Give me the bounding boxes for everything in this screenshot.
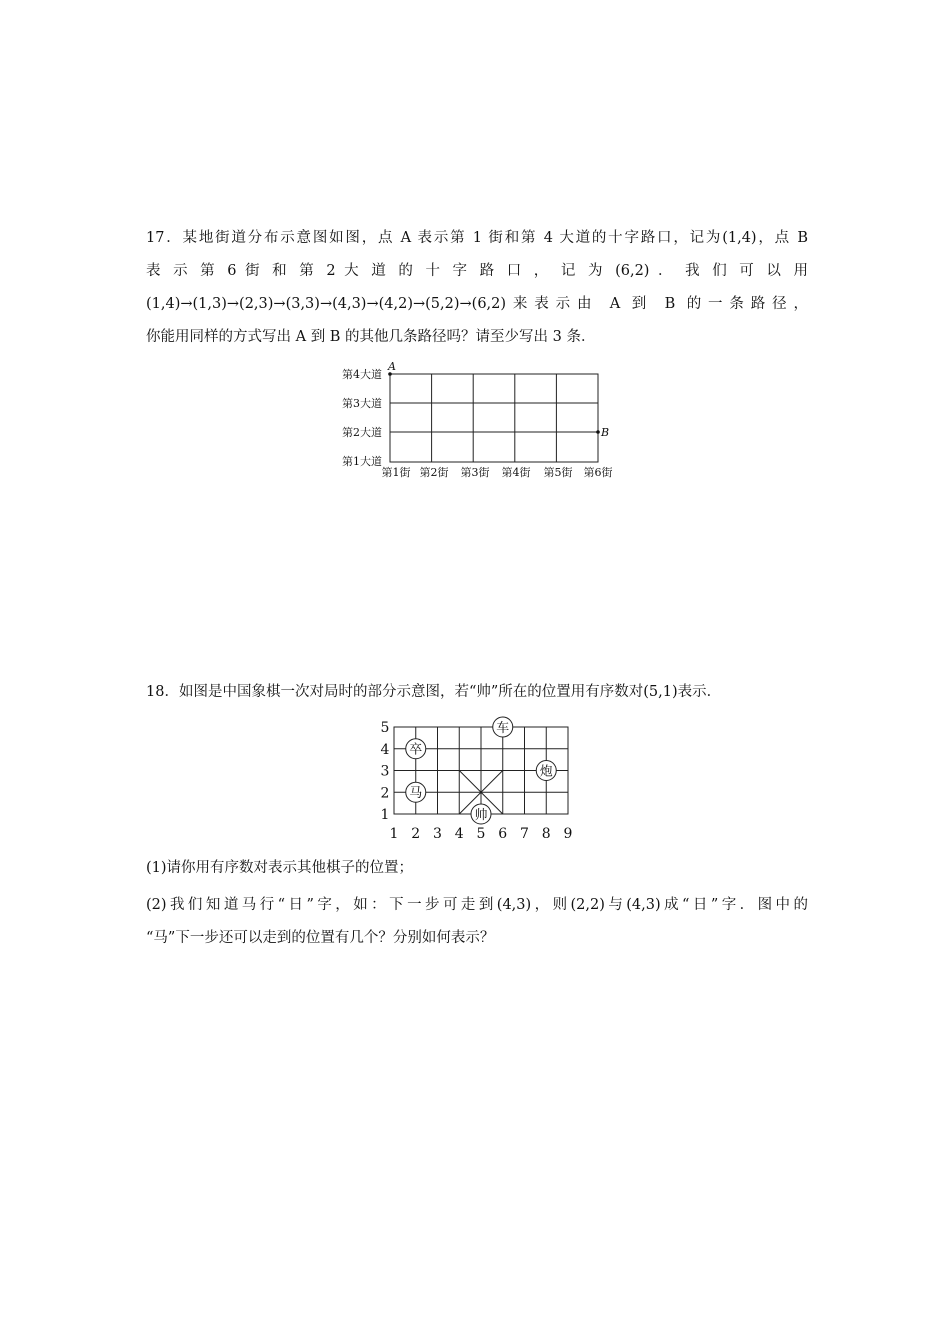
street-5-label: 第5街 — [543, 466, 573, 479]
piece-shuai-label: 帅 — [474, 807, 488, 823]
question-18-intro — [146, 676, 808, 709]
q18-sub2-line-2: “马”下一步还可以走到的位置有几个？分别如何表示？ — [146, 930, 495, 946]
point-b-dot — [596, 430, 600, 434]
piece-zu-label: 卒 — [409, 742, 423, 758]
q18-intro-line: 18．如图是中国象棋一次对局时的部分示意图，若“帅”所在的位置用有序数对(5,1)表示． — [146, 684, 722, 700]
street-4-label: 第4街 — [501, 466, 531, 479]
avenue-2-label: 第2大道 — [342, 426, 382, 439]
y-label-3: 3 — [380, 763, 390, 780]
street-6-label: 第6街 — [583, 466, 613, 479]
street-map-figure — [330, 362, 620, 482]
piece-pao-label: 炮 — [539, 764, 553, 780]
street-2-label: 第2街 — [419, 466, 449, 479]
x-label-6: 6 — [498, 826, 508, 842]
x-label-3: 3 — [433, 826, 442, 842]
q17-line-3: (1,4)→(1,3)→(2,3)→(3,3)→(4,3)→(4,2)→(5,2)→(6,2)来表示由 A 到 B 的一条路径， — [146, 296, 808, 312]
q17-line-1: 17．某地街道分布示意图如图，点 A 表示第 1 街和第 4 大道的十字路口，记为(1,4)，点 B — [146, 230, 808, 246]
chess-board-figure — [375, 714, 585, 844]
x-label-1: 1 — [389, 826, 399, 842]
y-label-1: 1 — [380, 807, 390, 823]
piece-ma — [406, 782, 426, 802]
q17-line-4: 你能用同样的方式写出 A 到 B 的其他几条路径吗？请至少写出 3 条． — [146, 329, 596, 345]
piece-ju — [493, 717, 513, 737]
street-3-label: 第3街 — [460, 466, 490, 479]
avenue-1-label: 第1大道 — [342, 455, 382, 468]
street-1-label: 第1街 — [381, 466, 411, 479]
y-label-4: 4 — [380, 741, 390, 758]
point-b-label: B — [601, 426, 610, 439]
avenue-3-label: 第3大道 — [342, 397, 382, 410]
q18-sub2-line-1: (2)我们知道马行“日”字，如：下一步可走到(4,3)，则(2,2)与(4,3)成“日”字．图中的 — [146, 897, 808, 913]
piece-pao — [536, 761, 556, 781]
piece-ju-label: 车 — [496, 720, 510, 736]
y-label-2: 2 — [380, 785, 390, 802]
x-label-4: 4 — [454, 826, 464, 842]
question-18-subparts — [146, 852, 808, 955]
q17-line-2: 表 示 第 6 街 和 第 2 大 道 的 十 字 路 口 ， 记 为 (6,2) ． 我 们 可 以 用 — [146, 263, 808, 279]
x-label-7: 7 — [520, 826, 529, 842]
avenue-4-label: 第4大道 — [342, 368, 382, 381]
x-label-9: 9 — [563, 826, 573, 842]
piece-shuai — [471, 804, 491, 824]
x-label-8: 8 — [541, 826, 551, 842]
question-17-text — [146, 222, 808, 354]
piece-ma-label: 马 — [409, 786, 423, 801]
point-a-label: A — [388, 362, 396, 373]
q18-sub1: (1)请你用有序数对表示其他棋子的位置； — [146, 860, 414, 876]
y-label-5: 5 — [380, 720, 390, 736]
x-label-5: 5 — [476, 826, 486, 842]
x-label-2: 2 — [411, 826, 421, 842]
piece-zu — [406, 739, 426, 759]
